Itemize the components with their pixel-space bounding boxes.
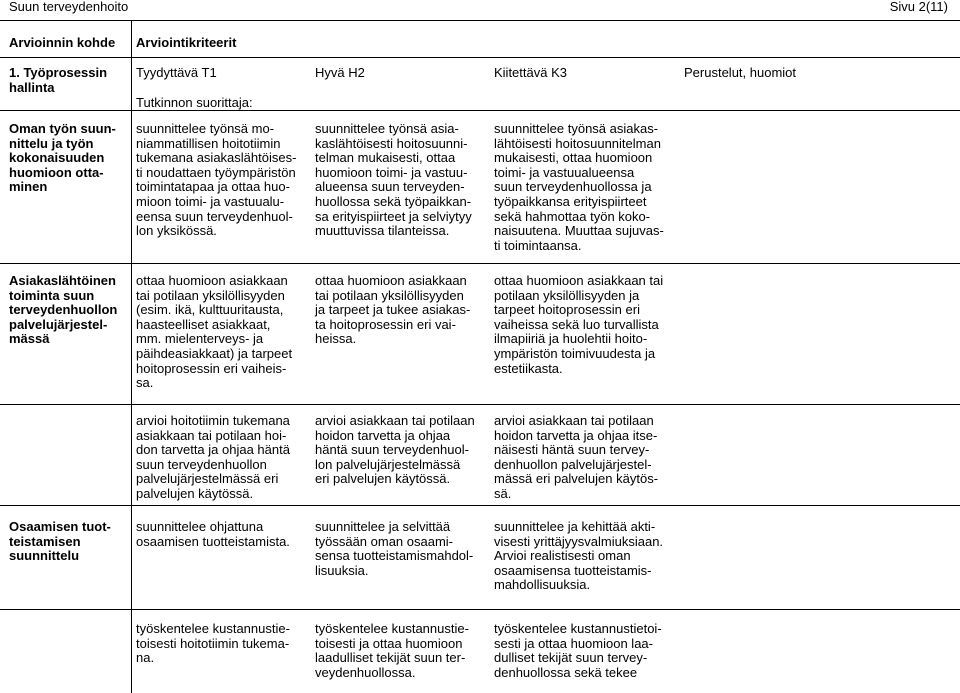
table-top-border xyxy=(0,20,960,21)
subhead-label: Tutkinnon suorittaja: xyxy=(136,95,253,110)
criteria-h2: ottaa huomioon asiakkaan tai potilaan yksilöllisyyden ja tarpeet ja tukee asiakas- ta hoitoprosessin eri vai- heissa. xyxy=(315,273,471,347)
criteria-h2: suunnittelee työnsä asia- kaslähtöisesti hoitosuunni- telman mukaisesti, ottaa huomioon toimi- ja vastuu- alueensa suun terveyden- huollossa sekä työpaikkan- sa erityispiirteet ja selviytyy muuttuvissa tilanteissa. xyxy=(315,121,472,239)
row-target: Osaamisen tuot- teistamisen suunnittelu xyxy=(9,519,111,564)
criteria-h2: suunnittelee ja selvittää työssään oman osaami- sensa tuotteistamismahdol- lisuuksia. xyxy=(315,519,474,578)
row-target: Oman työn suun- nittelu ja työn kokonaisuuden huomioon otta- minen xyxy=(9,121,116,195)
criteria-t1: suunnittelee työnsä mo- niammatillisen hoitotiimin tukemana asiakaslähtöises- ti noudattaen työympäristön toimintatapaa ja ottaa huo- mioon toimi- ja vastuualu- eensa suun terveydenhuol- lon yksikössä. xyxy=(136,121,297,239)
criteria-k3: ottaa huomioon asiakkaan tai potilaan yksilöllisyyden ja tarpeet hoitoprosessin eri vaiheissa sekä luo turvallista ilmapiiriä ja huolehtii hoito- ympäristön toimivuudesta ja estetiikasta. xyxy=(494,273,664,376)
row-target: Asiakaslähtöinen toiminta suun terveydenhuollon palvelujärjestel- mässä xyxy=(9,273,118,347)
criteria-h2: työskentelee kustannustie- toisesti ja ottaa huomioon laadulliset tekijät suun ter- veydenhuollossa. xyxy=(315,621,469,680)
level-t1-header: Tyydyttävä T1 xyxy=(136,65,217,80)
criteria-k3: arvioi asiakkaan tai potilaan hoidon tarvetta ja ohjaa itse- näisesti häntä suun tervey- denhuollon palvelujärjestel- mässä eri palvelujen käytös- sä. xyxy=(494,413,659,501)
document-title: Suun terveydenhoito xyxy=(9,0,129,14)
page-number: Sivu 2(11) xyxy=(889,0,948,14)
criteria-t1: työskentelee kustannustie- toisesti hoitotiimin tukema- na. xyxy=(136,621,290,666)
criteria-t1: ottaa huomioon asiakkaan tai potilaan yksilöllisyyden (esim. ikä, kulttuuritausta, haasteelliset asiakkaat, mm. mielenterveys- ja päihdeasiakkaat) ja tarpeet hoitoprosessin eri vaiheis- sa. xyxy=(136,273,293,391)
criteria-k3: suunnittelee ja kehittää akti- visesti yrittäjyysvalmiuksiaan. Arvioi realistisesti oman osaamisensa tuotteistamis- mahdollisuuksia. xyxy=(494,519,664,593)
column-header-criteria: Arviointikriteerit xyxy=(136,35,237,50)
level-k3-header: Kiitettävä K3 xyxy=(494,65,567,80)
criteria-k3: työskentelee kustannustietoi- sesti ja ottaa huomioon laa- dulliset tekijät suun tervey- denhuollossa sekä tekee xyxy=(494,621,662,680)
row-divider-4 xyxy=(0,609,960,610)
section-title: 1. Työprosessin hallinta xyxy=(9,65,108,95)
column-header-target: Arvioinnin kohde xyxy=(9,35,116,50)
table-head-divider xyxy=(0,57,960,58)
column-divider xyxy=(131,20,132,693)
criteria-k3: suunnittelee työnsä asiakas- lähtöisesti hoitosuunnitelman mukaisesti, ottaa huomioon toimi- ja vastuualueensa suun terveydenhuollossa ja työpaikkansa erityispiirteet sekä hahmottaa työn koko- naisuutena. Muuttaa sujuvas- ti toimintaansa. xyxy=(494,121,664,253)
row-divider-3 xyxy=(0,505,960,506)
criteria-h2: arvioi asiakkaan tai potilaan hoidon tarvetta ja ohjaa häntä suun terveydenhuol- lon palvelujärjestelmässä eri palvelujen käytössä. xyxy=(315,413,475,487)
level-h2-header: Hyvä H2 xyxy=(315,65,365,80)
criteria-t1: arvioi hoitotiimin tukemana asiakkaan tai potilaan hoi- don tarvetta ja ohjaa häntä suun terveydenhuollon palvelujärjestelmässä eri palvelujen käytössä. xyxy=(136,413,290,501)
row-divider-2 xyxy=(0,404,960,405)
row-divider-1 xyxy=(0,263,960,264)
criteria-t1: suunnittelee ohjattuna osaamisen tuotteistamista. xyxy=(136,519,290,549)
notes-header: Perustelut, huomiot xyxy=(684,65,797,80)
